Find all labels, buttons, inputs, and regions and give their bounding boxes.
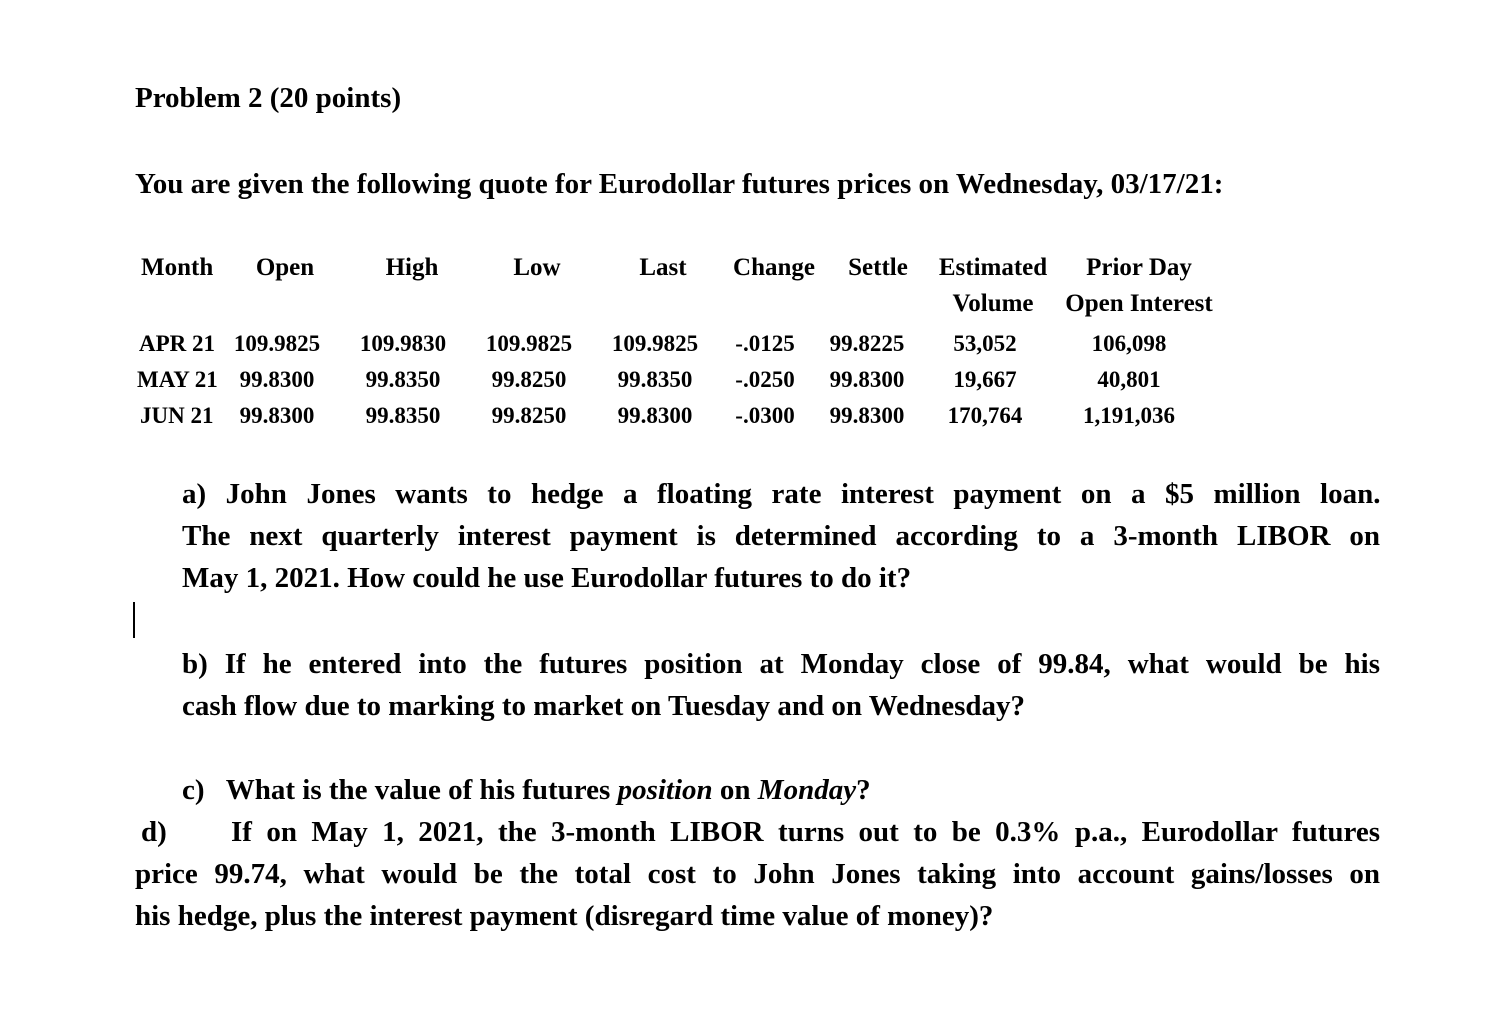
header-prior-day: Prior Day <box>1086 254 1192 281</box>
text-cursor <box>133 602 135 638</box>
cell-high: 109.9830 <box>359 331 447 356</box>
cell-volume: 53,052 <box>953 331 1017 356</box>
header-low: Low <box>513 254 561 281</box>
question-b-line2: cash flow due to marking to market on Tuesday and on Wednesday? <box>182 690 1026 722</box>
header-last: Last <box>639 254 687 281</box>
question-a <box>182 473 1380 599</box>
question-d <box>135 853 1380 937</box>
cell-change: -.0250 <box>735 367 795 392</box>
header-volume: Volume <box>952 290 1034 317</box>
question-a-line3: May 1, 2021. How could he use Eurodollar futures to do it? <box>182 562 912 594</box>
cell-open: 109.9825 <box>233 331 321 356</box>
cell-last: 99.8350 <box>617 367 693 392</box>
question-d-line3: his hedge, plus the interest payment (disregard time value of money)? <box>135 900 994 932</box>
header-open: Open <box>255 254 315 281</box>
header-open-interest: Open Interest <box>1065 290 1213 317</box>
header-estimated: Estimated <box>938 254 1048 281</box>
question-a-line2: The next quarterly interest payment is determined according to a 3-month LIBOR on <box>182 520 1380 552</box>
cell-open: 99.8300 <box>239 403 315 428</box>
cell-low: 99.8250 <box>491 367 567 392</box>
question-c-position: position <box>617 774 713 806</box>
cell-month: APR 21 <box>139 331 216 356</box>
question-c-monday: Monday <box>757 774 857 806</box>
cell-month: JUN 21 <box>140 403 214 428</box>
cell-settle: 99.8300 <box>829 367 905 392</box>
cell-open: 99.8300 <box>239 367 315 392</box>
header-settle: Settle <box>848 254 908 281</box>
question-d-label: d) <box>141 816 167 848</box>
cell-volume: 19,667 <box>953 367 1017 392</box>
cell-high: 99.8350 <box>365 403 441 428</box>
cell-last: 109.9825 <box>611 331 699 356</box>
cell-settle: 99.8225 <box>829 331 905 356</box>
question-c-end: ? <box>856 774 871 806</box>
cell-settle: 99.8300 <box>829 403 905 428</box>
cell-volume: 170,764 <box>947 403 1023 428</box>
cell-open-interest: 40,801 <box>1097 367 1161 392</box>
question-d-line2: price 99.74, what would be the total cost to John Jones taking into account gains/losses on <box>135 858 1380 890</box>
cell-month: MAY 21 <box>137 367 218 392</box>
header-high: High <box>385 254 439 281</box>
question-c <box>182 769 871 811</box>
cell-low: 109.9825 <box>485 331 573 356</box>
question-d-line1: If on May 1, 2021, the 3-month LIBOR turns out to be 0.3% p.a., Eurodollar futures <box>231 816 1380 848</box>
question-d-line1-wrap <box>231 811 1380 853</box>
question-a-line1: a) John Jones wants to hedge a floating rate interest payment on a $5 million loan. <box>182 478 1381 510</box>
question-c-prefix: c) What is the value of his futures <box>182 774 618 806</box>
cell-last: 99.8300 <box>617 403 693 428</box>
cell-change: -.0300 <box>735 403 795 428</box>
intro-text: You are given the following quote for Eurodollar futures prices on Wednesday, 03/17/21: <box>135 168 1224 200</box>
cell-open-interest: 1,191,036 <box>1083 403 1175 428</box>
question-c-on: on <box>712 774 758 806</box>
header-month: Month <box>141 254 214 281</box>
cell-high: 99.8350 <box>365 367 441 392</box>
question-b <box>182 643 1380 727</box>
header-change: Change <box>733 254 815 281</box>
question-b-line1: b) If he entered into the futures position at Monday close of 99.84, what would be his <box>182 648 1380 680</box>
cell-open-interest: 106,098 <box>1091 331 1167 356</box>
cell-change: -.0125 <box>735 331 795 356</box>
problem-title: Problem 2 (20 points) <box>135 82 402 114</box>
cell-low: 99.8250 <box>491 403 567 428</box>
